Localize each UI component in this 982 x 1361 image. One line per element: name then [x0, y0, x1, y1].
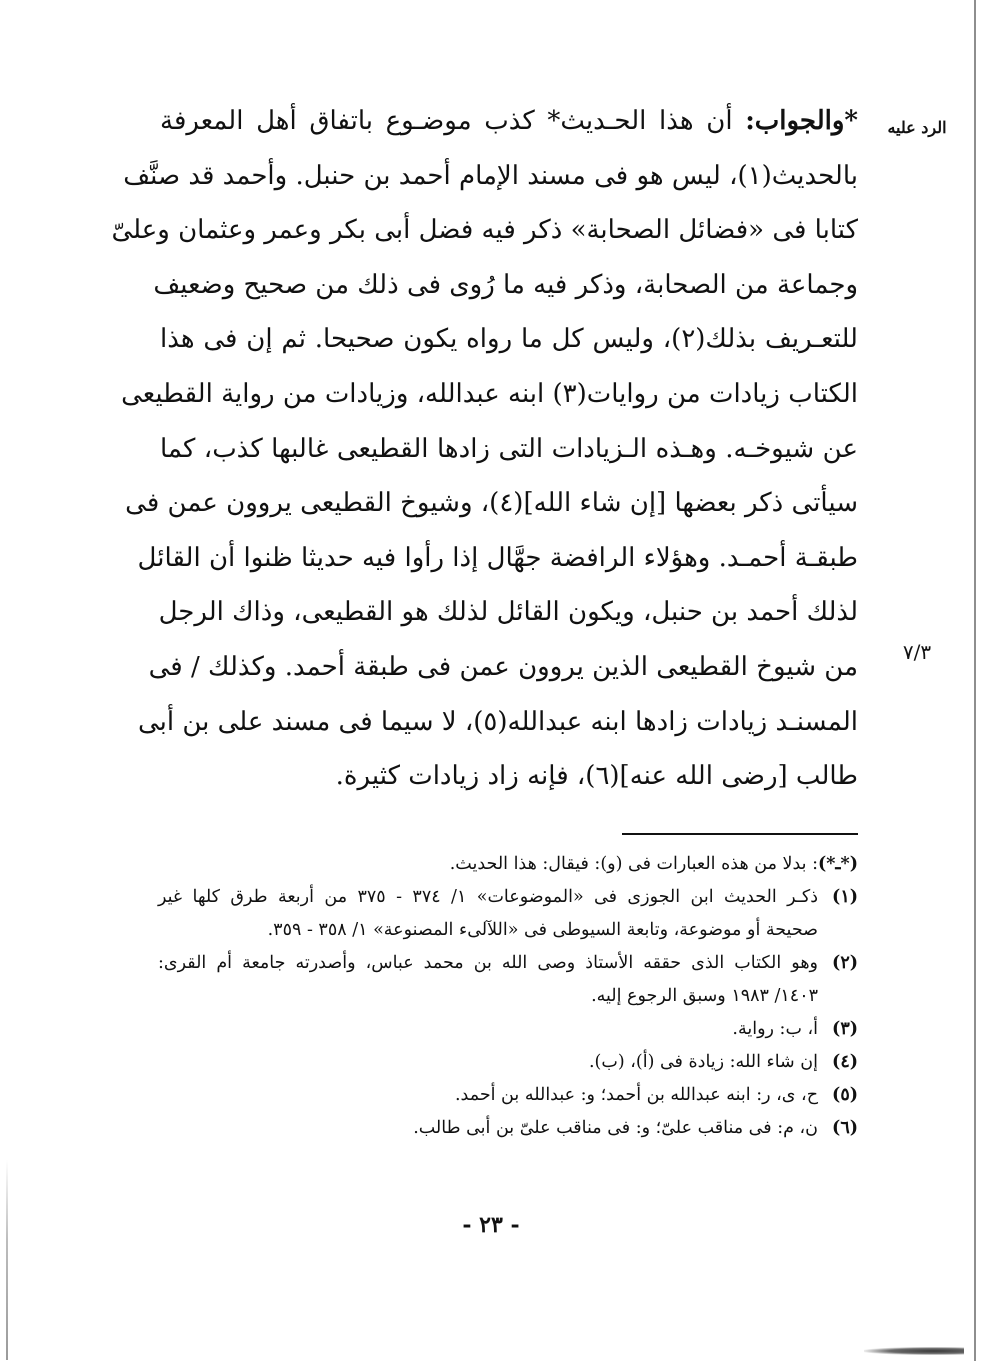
footnote-4: [158, 1046, 858, 1079]
footnote-1: [158, 881, 858, 947]
text-line-12: المسنـد زيادات زادها ابنه عبدالله(٥)، لا سيما فى مسند على بن أبى: [137, 706, 858, 737]
text-line-3: كتابا فى «فضائل الصحابة» ذكر فيه فضل أبى بكر وعمر وعثمان وعلىّ: [111, 215, 858, 246]
scan-smudge: [864, 1347, 964, 1355]
footnote-marker: (٣): [832, 1019, 858, 1039]
text-line-6: الكتاب زيادات من روايات(٣) ابنه عبدالله، وزيادات من رواية القطيعى: [121, 378, 858, 409]
text-line-11: من شيوخ القطيعى الذين يروون عمن فى طبقة أحمد. وكذلك / فى: [148, 651, 858, 682]
page-number: - ٢٣ -: [462, 1212, 520, 1238]
footnotes-block: [158, 848, 858, 1145]
footnote-text: ذكـر الحديث ابن الجوزى فى «الموضوعات» ١/ ٣٧٤ - ٣٧٥ من أربعة طرق كلها غير: [158, 887, 818, 907]
footnote-6: [158, 1112, 858, 1145]
scan-edge-left: [6, 1160, 8, 1360]
footnote-3: [158, 1013, 858, 1046]
text-line-5: للتعـريف بذلك(٢)، وليس كل ما رواه يكون صحيحا. ثم إن فى هذا: [160, 324, 858, 355]
footnote-marker: (*ـ*): [818, 854, 858, 874]
footnote-text: أ، ب: رواية.: [732, 1019, 818, 1039]
footnote-separator: [622, 833, 858, 835]
footnote-5: [158, 1079, 858, 1112]
text-line-1: [160, 94, 858, 149]
footnote-marker: (٤): [832, 1052, 858, 1072]
margin-note-reply: الرد عليه: [887, 118, 947, 137]
text-line-2: بالحديث(١)، ليس هو فى مسند الإمام أحمد بن حنبل. وأحمد قد صنَّف: [123, 160, 858, 191]
footnote-text: وهو الكتاب الذى حققه الأستاذ وصى الله بن محمد عباس، وأصدرته جامعة أم القرى:: [158, 953, 818, 973]
footnote-marker: (٦): [832, 1118, 858, 1138]
footnote-star: [158, 848, 858, 881]
footnote-marker: (١): [832, 887, 858, 907]
text-line-9: طبقـة أحمـد. وهؤلاء الرافضة جهَّال إذا رأوا فيه حديثا ظنوا أن القائل: [137, 542, 858, 573]
footnote-text: : بدلا من هذه العبارات فى (و): فيقال: هذا الحديث.: [449, 854, 818, 874]
main-text-block: [111, 94, 858, 804]
footnote-marker: (٥): [832, 1085, 858, 1105]
footnote-2: [158, 947, 858, 1013]
answer-lead: *والجواب:: [745, 106, 858, 136]
text-line-8: سيأتى ذكر بعضها [إن شاء الله](٤)، وشيوخ القطيعى يروون عمن فى: [125, 488, 858, 519]
text-line-4: وجماعة من الصحابة، وذكر فيه ما رُوى فى ذلك من صحيح وضعيف: [153, 269, 858, 300]
margin-note-folio: ٧/٣: [902, 640, 932, 664]
footnote-text: ح، ى، ر: ابنه عبدالله بن أحمد؛ و: عبدالله بن أحمد.: [454, 1085, 818, 1105]
text-line-10: لذلك أحمد بن حنبل، ويكون القائل لذلك هو القطيعى، وذاك الرجل: [158, 597, 858, 628]
scan-edge-right: [974, 0, 976, 1361]
footnote-marker: (٢): [832, 953, 858, 973]
text-line-13: طالب [رضى الله عنه](٦)، فإنه زاد زيادات كثيرة.: [335, 761, 858, 792]
footnote-text: ن، م: فى مناقب علىّ؛ و: فى مناقب علىّ بن أبى طالب.: [413, 1118, 818, 1138]
text-line-7: عن شيوخـه. وهـذه الـزيادات التى زادها القطيعى غالبها كذب، كما: [160, 433, 858, 464]
footnote-text: ١٤٠٣/ ١٩٨٣ وسبق الرجوع إليه.: [591, 986, 818, 1006]
footnote-text: إن شاء الله: زيادة فى (أ)، (ب).: [588, 1052, 818, 1072]
text-line-1-rest: أن هذا الحـديث* كذب موضـوع باتفاق أهل المعرفة: [160, 106, 746, 136]
footnote-text: صحيحة أو موضوعة، وتابعة السيوطى فى «اللآلىء المصنوعة» ١/ ٣٥٨ - ٣٥٩.: [267, 920, 818, 940]
